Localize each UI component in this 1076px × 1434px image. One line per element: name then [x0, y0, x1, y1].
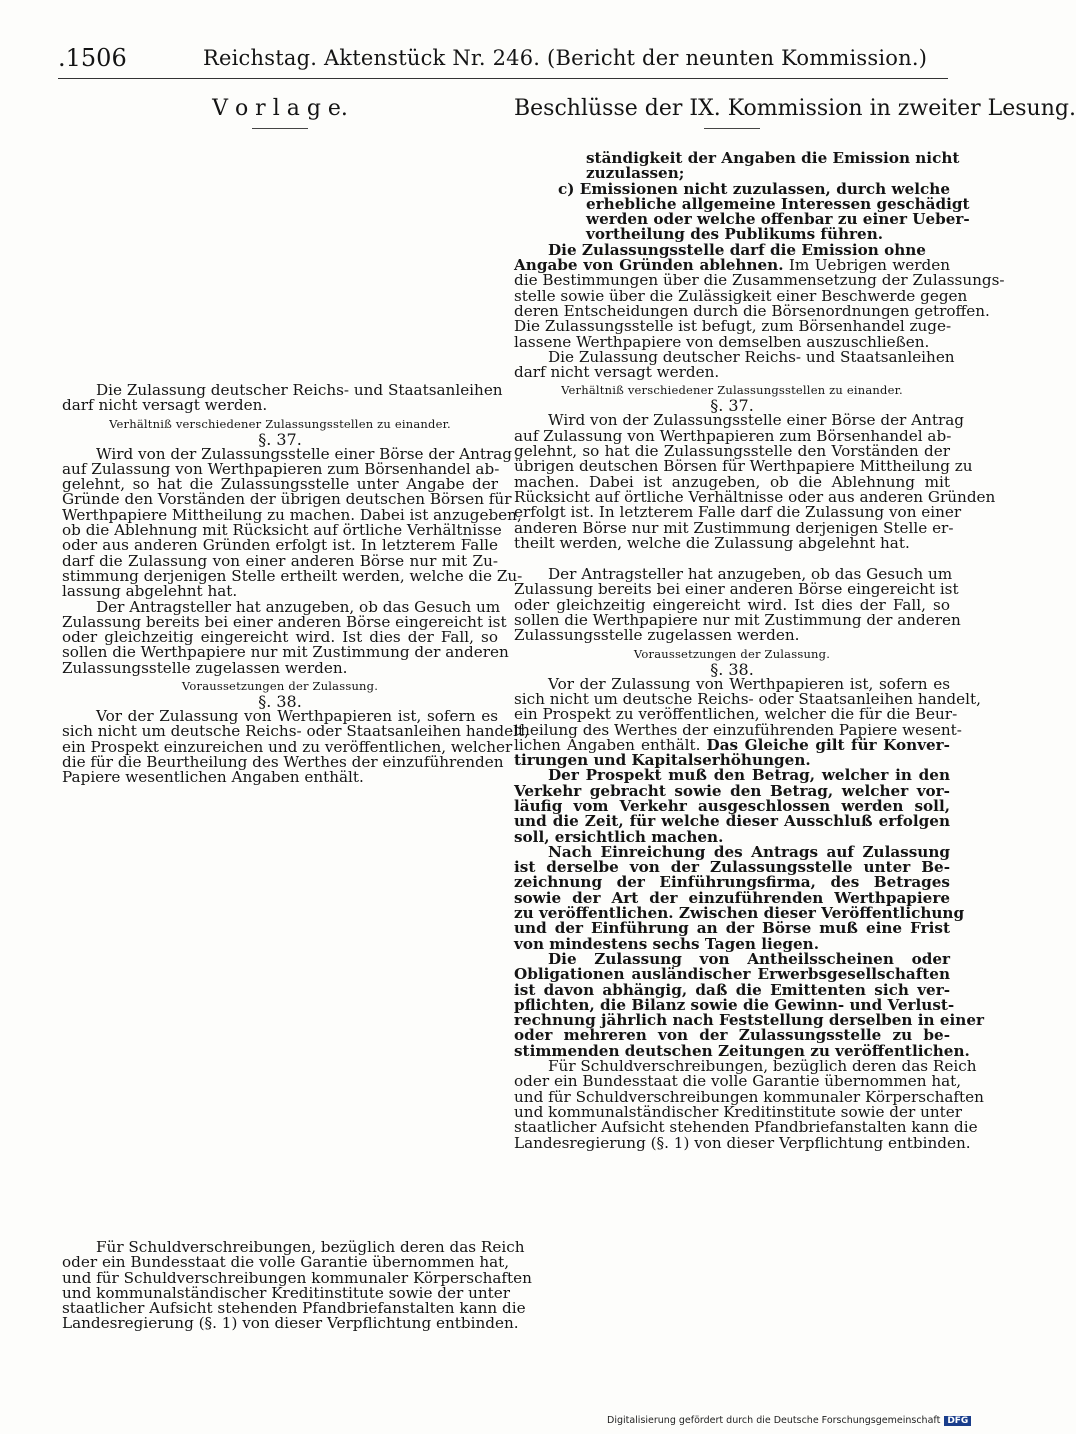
- text-line: gelehnt, so hat die Zulassungsstelle den Vorständen der: [514, 442, 950, 461]
- text-line: Gründe den Vorständen der übrigen deutschen Börsen für: [62, 490, 512, 509]
- right-section-38: §. 38.: [710, 659, 754, 679]
- right-block-38: [514, 674, 981, 739]
- left-block-37b: [62, 597, 509, 677]
- text-line: oder aus anderen Gründen erfolgt ist. In letzterem Falle: [62, 536, 498, 555]
- text-line: erhebliche allgemeine Interessen geschädigt: [586, 194, 970, 213]
- text-line: Verkehr gebracht sowie den Betrag, welcher vor-: [514, 781, 950, 800]
- right-bold-38: [514, 751, 984, 1060]
- text-line: übrigen deutschen Börsen für Werthpapiere Mittheilung zu: [514, 457, 973, 476]
- text-line: auf Zulassung von Werthpapieren zum Börsenhandel ab-: [514, 426, 952, 445]
- left-block-1: [62, 381, 503, 415]
- text-line: oder ein Bundesstaat die volle Garantie übernommen hat,: [62, 1253, 510, 1272]
- text-line: Die Zulassungsstelle darf die Emission ohne: [548, 240, 926, 259]
- right-mixed38-plain: lichen Angaben enthält.: [514, 735, 707, 754]
- text-line: darf nicht versagt werden.: [514, 363, 720, 382]
- text-line: zu veröffentlichen. Zwischen dieser Veröffentlichung: [514, 904, 965, 923]
- running-title: Reichstag. Aktenstück Nr. 246. (Bericht der neunten Kommission.): [203, 46, 928, 70]
- right-bold-top: [514, 149, 970, 259]
- text-line: und der Einführung an der Börse muß eine Frist: [514, 919, 950, 938]
- text-line: Landesregierung (§. 1) von dieser Verpflichtung entbinden.: [62, 1314, 519, 1333]
- text-line: sollen die Werthpapiere nur mit Zustimmung der anderen: [514, 611, 961, 630]
- right-block-37a: [514, 411, 996, 552]
- text-line: Vor der Zulassung von Werthpapieren ist, sofern es: [548, 674, 950, 693]
- text-line: ständigkeit der Angaben die Emission nicht: [586, 149, 960, 167]
- text-line: ein Prospekt einzureichen und zu veröffentlichen, welcher: [62, 737, 513, 756]
- text-line: ein Prospekt zu veröffentlichen, welcher die für die Beur-: [514, 705, 958, 724]
- text-line: soll, ersichtlich machen.: [514, 827, 724, 846]
- digitization-credit: [607, 1415, 971, 1426]
- text-line: Die Zulassung von Antheilsscheinen oder: [548, 949, 950, 968]
- text-line: Rücksicht auf örtliche Verhältnisse oder aus anderen Gründen: [514, 487, 996, 506]
- text-line: gelehnt, so hat die Zulassungsstelle unter Angabe der: [62, 475, 498, 494]
- text-line: werden oder welche offenbar zu einer Ueber-: [586, 210, 970, 229]
- right-block-37b: [514, 565, 961, 645]
- right-block-top: [514, 271, 1005, 382]
- left-block-37a: [62, 444, 523, 601]
- text-line: tirungen und Kapitalserhöhungen.: [514, 751, 811, 770]
- right-mixed38-bold: Das Gleiche gilt für Konver-: [706, 735, 950, 754]
- text-line: stimmenden deutschen Zeitungen zu veröffentlichen.: [514, 1041, 970, 1060]
- text-line: machen. Dabei ist anzugeben, ob die Ablehnung mit: [514, 472, 950, 491]
- text-line: Zulassungsstelle zugelassen werden.: [514, 626, 800, 645]
- text-line: oder gleichzeitig eingereicht wird. Ist dies der Fall, so: [62, 628, 498, 647]
- left-subheading-38: Voraussetzungen der Zulassung.: [181, 679, 379, 694]
- dfg-logo: DFG: [944, 1416, 971, 1426]
- text-line: Zulassung bereits bei einer anderen Börse eingereicht ist: [514, 580, 959, 599]
- text-line: stimmung derjenigen Stelle ertheilt werden, welche die Zu-: [62, 566, 523, 585]
- credit-text: Digitalisierung gefördert durch die Deutsche Forschungsgemeinschaft: [607, 1415, 941, 1426]
- text-line: Die Zulassung deutscher Reichs- und Staatsanleihen: [548, 347, 955, 366]
- text-line: Die Zulassungsstelle ist befugt, zum Börsenhandel zuge-: [514, 317, 952, 336]
- header-rule: [58, 78, 948, 79]
- text-line: Vor der Zulassung von Werthpapieren ist, sofern es: [96, 707, 498, 726]
- text-line: und kommunalständischer Kreditinstitute sowie der unter: [62, 1283, 511, 1302]
- right-mixed-rest: Im Uebrigen werden: [783, 256, 950, 275]
- text-line: ist davon abhängig, daß die Emittenten sich ver-: [514, 980, 950, 999]
- text-line: erfolgt ist. In letzterem Falle darf die Zulassung von einer: [514, 503, 962, 522]
- text-line: Nach Einreichung des Antrags auf Zulassung: [548, 842, 950, 861]
- text-line: oder mehreren von der Zulassungsstelle zu be-: [514, 1026, 950, 1045]
- text-line: sowie der Art der einzuführenden Werthpapiere: [514, 888, 950, 907]
- text-line: und für Schuldverschreibungen kommunaler Körperschaften: [514, 1087, 984, 1106]
- page-header: [58, 44, 948, 78]
- left-column-end: [62, 1238, 532, 1333]
- text-line: und für Schuldverschreibungen kommunaler Körperschaften: [62, 1268, 532, 1287]
- text-line: die Bestimmungen über die Zusammensetzung der Zulassungs-: [514, 271, 1005, 290]
- text-line: rechnung jährlich nach Feststellung derselben in einer: [514, 1011, 984, 1030]
- text-line: Wird von der Zulassungsstelle einer Börse der Antrag: [548, 411, 965, 430]
- text-line: zeichnung der Einführungsfirma, des Betrages: [514, 873, 950, 892]
- text-line: Die Zulassung deutscher Reichs- und Staatsanleihen: [96, 381, 503, 399]
- text-line: theilt werden, welche die Zulassung abgelehnt hat.: [514, 533, 910, 552]
- right-subheading-37: Verhältniß verschiedener Zulassungsstellen zu einander.: [561, 383, 903, 398]
- text-line: theilung des Werthes der einzuführenden Papiere wesent-: [514, 720, 962, 739]
- left-section-37: §. 37.: [258, 429, 302, 449]
- left-block-38: [62, 707, 529, 787]
- left-column: [62, 96, 529, 787]
- text-line: Landesregierung (§. 1) von dieser Verpflichtung entbinden.: [514, 1133, 971, 1152]
- text-line: sich nicht um deutsche Reichs- oder Staatsanleihen handelt,: [514, 689, 981, 708]
- text-line: oder ein Bundesstaat die volle Garantie übernommen hat,: [514, 1072, 962, 1091]
- text-line: Der Antragsteller hat anzugeben, ob das Gesuch um: [96, 597, 501, 616]
- text-line: Für Schuldverschreibungen, bezüglich deren das Reich: [96, 1238, 525, 1256]
- right-column: [514, 96, 1076, 1152]
- text-line: lassene Werthpapiere von demselben auszuschließen.: [514, 332, 930, 351]
- left-section-38: §. 38.: [258, 692, 302, 712]
- text-line: von mindestens sechs Tagen liegen.: [514, 934, 820, 953]
- right-block-end: [514, 1057, 984, 1152]
- text-line: vortheilung des Publikums führen.: [586, 225, 884, 244]
- text-line: und die Zeit, für welche dieser Ausschluß erfolgen: [514, 812, 950, 831]
- text-line: deren Entscheidungen durch die Börsenordnungen getroffen.: [514, 301, 990, 320]
- text-line: pflichten, die Bilanz sowie die Gewinn- und Verlust-: [514, 995, 955, 1014]
- right-section-37: §. 37.: [710, 396, 754, 416]
- left-subheading-37: Verhältniß verschiedener Zulassungsstellen zu einander.: [109, 416, 451, 431]
- text-line: c) Emissionen nicht zuzulassen, durch welche: [558, 179, 950, 198]
- text-line: darf nicht versagt werden.: [62, 396, 268, 415]
- text-line: darf die Zulassung von einer anderen Börse nur mit Zu-: [62, 551, 498, 570]
- text-line: stelle sowie über die Zulässigkeit einer Beschwerde gegen: [514, 286, 968, 305]
- text-line: zuzulassen;: [586, 164, 685, 183]
- text-line: Obligationen ausländischer Erwerbsgesellschaften: [514, 965, 950, 984]
- text-line: oder gleichzeitig eingereicht wird. Ist dies der Fall, so: [514, 595, 950, 614]
- text-line: ob die Ablehnung mit Rücksicht auf örtliche Verhältnisse: [62, 521, 502, 540]
- right-heading: Beschlüsse der IX. Kommission in zweiter Lesung.: [514, 96, 1076, 121]
- text-line: Der Antragsteller hat anzugeben, ob das Gesuch um: [548, 565, 953, 584]
- text-line: Wird von der Zulassungsstelle einer Börse der Antrag: [96, 444, 513, 463]
- text-line: staatlicher Aufsicht stehenden Pfandbriefanstalten kann die: [514, 1118, 978, 1137]
- text-line: staatlicher Aufsicht stehenden Pfandbriefanstalten kann die: [62, 1299, 526, 1318]
- text-line: die für die Beurtheilung des Werthes der einzuführenden: [62, 752, 504, 771]
- page-number: .1506: [58, 44, 127, 72]
- text-line: sollen die Werthpapiere nur mit Zustimmung der anderen: [62, 643, 509, 662]
- text-line: auf Zulassung von Werthpapieren zum Börsenhandel ab-: [62, 459, 500, 478]
- text-line: sich nicht um deutsche Reichs- oder Staatsanleihen handelt,: [62, 722, 529, 741]
- text-line: Für Schuldverschreibungen, bezüglich deren das Reich: [548, 1057, 977, 1076]
- right-subheading-38: Voraussetzungen der Zulassung.: [633, 646, 831, 661]
- text-line: anderen Börse nur mit Zustimmung derjenigen Stelle er-: [514, 518, 954, 537]
- left-block-end: [62, 1238, 532, 1333]
- text-line: Zulassungsstelle zugelassen werden.: [62, 658, 348, 677]
- text-line: und kommunalständischer Kreditinstitute sowie der unter: [514, 1102, 963, 1121]
- text-line: lassung abgelehnt hat.: [62, 582, 238, 601]
- text-line: ist derselbe von der Zulassungsstelle unter Be-: [514, 858, 950, 877]
- right-mixed-bold: Angabe von Gründen ablehnen.: [514, 256, 784, 275]
- text-line: Der Prospekt muß den Betrag, welcher in den: [548, 766, 950, 785]
- text-line: Werthpapiere Mittheilung zu machen. Dabei ist anzugeben,: [62, 505, 522, 524]
- text-line: Zulassung bereits bei einer anderen Börse eingereicht ist: [62, 612, 507, 631]
- text-line: läufig vom Verkehr ausgeschlossen werden soll,: [514, 796, 950, 815]
- text-line: Papiere wesentlichen Angaben enthält.: [62, 768, 364, 787]
- left-heading: V o r l a g e.: [212, 96, 348, 121]
